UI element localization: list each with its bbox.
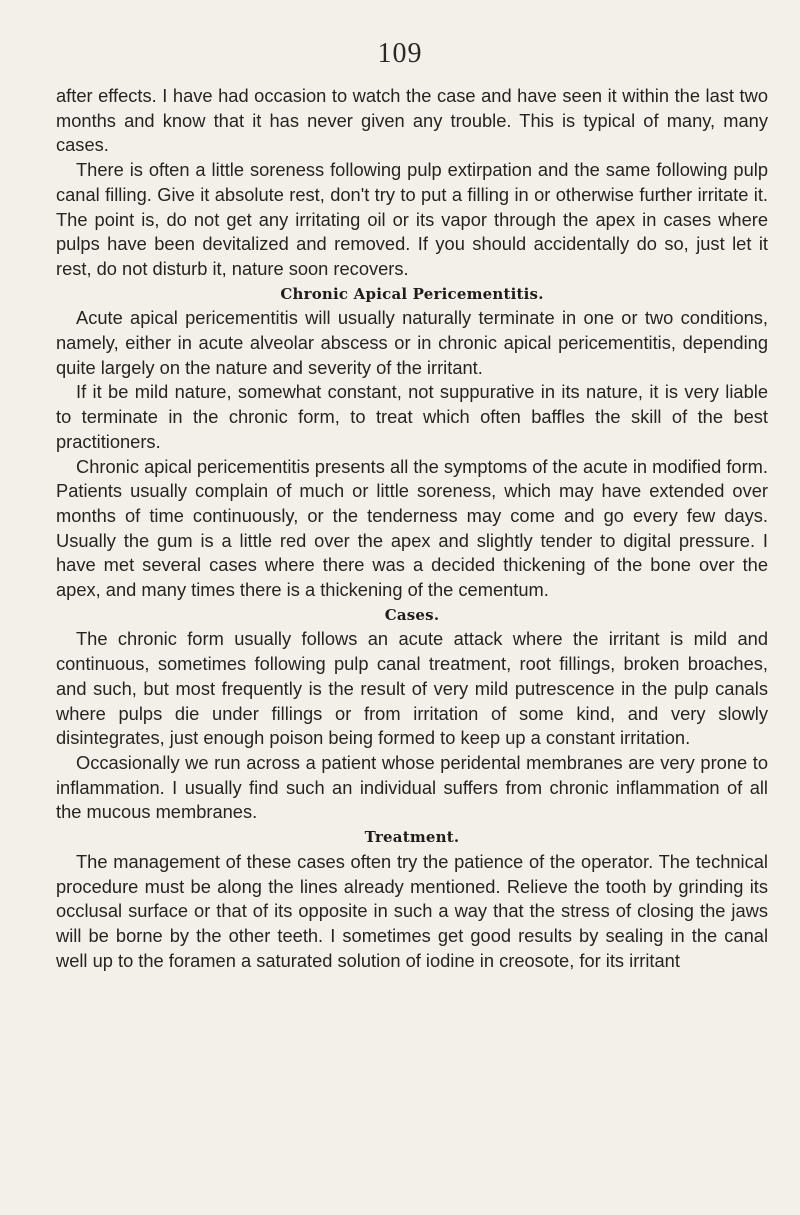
paragraph: There is often a little soreness following pulp extirpation and the same following pulp canal filling. Give it absolute rest, don't try to put a filling in or otherwise further irritate it. The point is, do not get any irritating oil or its vapor through the apex in cases where pulps have been devitalized and removed. If you should accidentally do so, just let it rest, do not disturb it, nature soon recovers. <box>56 159 768 279</box>
page-number: 109 <box>377 38 423 69</box>
paragraph: The chronic form usually follows an acute attack where the irritant is mild and continuous, sometimes following pulp canal treatment, root fillings, broken broaches, and such, but most frequently is the result of very mild putrescence in the pulp canals where pulps die under fillings or from irritation of some kind, and very slowly disintegrates, just enough poison being formed to keep up a constant irritation. <box>56 628 768 749</box>
body-text <box>56 84 768 973</box>
section-heading-chronic-apical-pericementitis: Chronic Apical Pericementitis. <box>280 284 544 303</box>
paragraph: after effects. I have had occasion to watch the case and have seen it within the last two months and know that it has never given any trouble. This is typical of many, many cases. <box>56 85 768 156</box>
paragraph: Acute apical pericementitis will usually naturally terminate in one or two conditions, namely, either in acute alveolar abscess or in chronic apical pericementitis, depending quite largely on the nature and severity of the irritant. <box>56 307 768 378</box>
paragraph: The management of these cases often try the patience of the operator. The technical procedure must be along the lines already mentioned. Relieve the tooth by grinding its occlusal surface or that of its opposite in such a way that the stress of closing the jaws will be borne by the other teeth. I sometimes get good results by sealing in the canal well up to the foramen a saturated solution of iodine in creosote, for its irritant <box>56 850 768 971</box>
section-heading-treatment: Treatment. <box>364 828 460 847</box>
paragraph: If it be mild nature, somewhat constant, not suppurative in its nature, it is very liable to terminate in the chronic form, to treat which often baffles the skill of the best practitioners. <box>56 381 768 452</box>
section-heading-cases: Cases. <box>384 605 440 624</box>
paragraph: Chronic apical pericementitis presents all the symptoms of the acute in modified form. Patients usually complain of much or little soreness, which may have extended over months of time continuously, or the tenderness may come and go every few days. Usually the gum is a little red over the apex and slightly tender to digital pressure. I have met several cases where there was a decided thickening of the bone over the apex, and many times there is a thickening of the cementum. <box>56 455 768 601</box>
paragraph: Occasionally we run across a patient whose peridental membranes are very prone to inflammation. I usually find such an individual suffers from chronic inflammation of all the mucous membranes. <box>56 751 768 823</box>
